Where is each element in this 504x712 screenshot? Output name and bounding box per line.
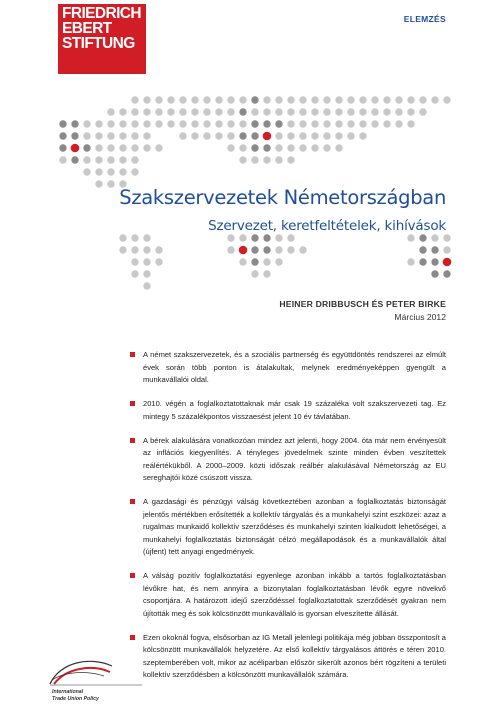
map-dot: [71, 132, 78, 139]
map-dot: [251, 258, 258, 265]
map-dot: [263, 258, 270, 265]
map-dot: [107, 108, 114, 115]
map-dot: [131, 156, 138, 163]
red-square-bullet-icon: [130, 352, 135, 357]
map-dot: [407, 96, 414, 103]
dotted-world-map: [0, 0, 504, 300]
map-dot: [275, 144, 282, 151]
map-dot: [227, 108, 234, 115]
map-dot: [443, 270, 450, 277]
map-dot: [431, 258, 438, 265]
map-dot: [263, 270, 270, 277]
map-dot: [383, 120, 390, 127]
map-dot: [287, 96, 294, 103]
map-dot: [179, 120, 186, 127]
map-dot: [215, 120, 222, 127]
map-dot: [263, 108, 270, 115]
map-dot: [95, 168, 102, 175]
map-dot: [287, 156, 294, 163]
map-dot: [131, 258, 138, 265]
map-dot: [419, 246, 426, 253]
list-item: [130, 435, 446, 485]
list-item-text: 2010. végén a foglalkoztatottaknak már csak 19 százaléka volt szakszervezeti tag. Ez mintegy 5 százalékpontos visszaesést jelent 10 év távlatában.: [143, 399, 446, 421]
map-dot: [143, 270, 150, 277]
map-dot-highlight: [71, 144, 80, 153]
red-square-bullet-icon: [130, 401, 135, 406]
map-dot: [251, 108, 258, 115]
map-dot: [431, 270, 438, 277]
map-dot: [167, 96, 174, 103]
map-dot: [323, 96, 330, 103]
map-dot: [251, 234, 258, 241]
map-dot: [335, 120, 342, 127]
map-dot: [179, 96, 186, 103]
map-dot: [143, 258, 150, 265]
map-dot: [371, 96, 378, 103]
map-dot: [167, 108, 174, 115]
map-dot: [203, 120, 210, 127]
page-subtitle: Szervezet, keretfeltételek, kihívások: [208, 218, 446, 234]
map-dot: [335, 96, 342, 103]
map-dot: [275, 234, 282, 241]
map-dot: [407, 258, 414, 265]
map-dot-highlight: [263, 132, 272, 141]
red-square-bullet-icon: [130, 635, 135, 640]
map-dot: [131, 168, 138, 175]
map-dot: [299, 96, 306, 103]
map-dot: [347, 108, 354, 115]
map-dot: [263, 120, 270, 127]
map-dot: [143, 132, 150, 139]
map-dot: [323, 132, 330, 139]
map-dot: [239, 144, 246, 151]
map-dot: [107, 156, 114, 163]
map-dot: [299, 246, 306, 253]
map-dot: [419, 234, 426, 241]
map-dot: [311, 108, 318, 115]
map-dot: [395, 96, 402, 103]
map-dot: [119, 168, 126, 175]
map-dot: [107, 180, 114, 187]
red-square-bullet-icon: [130, 499, 135, 504]
map-dot: [107, 168, 114, 175]
map-dot: [143, 282, 150, 289]
map-dot: [251, 96, 258, 103]
map-dot: [263, 144, 270, 151]
map-dot-highlight: [443, 258, 452, 267]
map-dot: [203, 108, 210, 115]
map-dot: [347, 120, 354, 127]
map-dot: [263, 156, 270, 163]
map-dot: [167, 120, 174, 127]
map-dot: [299, 132, 306, 139]
map-dot: [299, 108, 306, 115]
map-dot: [335, 144, 342, 151]
map-dot: [83, 120, 90, 127]
map-dot: [95, 144, 102, 151]
map-dot: [227, 132, 234, 139]
map-dot: [347, 132, 354, 139]
page-title: Szakszervezetek Németországban: [119, 186, 446, 209]
list-item-text: A gazdasági és pénzügyi válság következtében azonban a foglalkoztatás biztonságát jelentős mértékben erősítették a kollektív tárgyalás és a munkahelyi szint eszközei: azaz a rugalmas munkaidő kollektív szerződéses és munkahelyi szinten kialkudott lehetőségei, a munkahelyi foglalkoztatás biztonságát célzó megállapodások és a munkavállalók által (újfent) tett anyagi engedmények.: [143, 497, 446, 556]
map-dot: [275, 96, 282, 103]
summary-list: [130, 349, 446, 693]
map-dot: [407, 120, 414, 127]
map-dot: [239, 156, 246, 163]
logo-line: FRIEDRICH: [62, 5, 141, 22]
list-item: [130, 349, 446, 387]
map-dot: [155, 120, 162, 127]
map-dot: [131, 270, 138, 277]
map-dot: [275, 156, 282, 163]
map-dot: [299, 120, 306, 127]
map-dot: [155, 144, 162, 151]
map-dot: [335, 108, 342, 115]
map-dot: [107, 144, 114, 151]
map-dot: [251, 270, 258, 277]
list-item-text: Ezen okoknál fogva, elsősorban az IG Metall jelenlegi politikája még jobban összpontosít a kölcsönzött munkavállalók helyzetére. Az első kollektív tárgyalásos áttörés e téren 2010. szeptemberében volt, mikor az acéliparban először sikerült azonos bért rögzíteni a területi kollektív szerződésben a kölcsönzött munkavállalók számára.: [143, 632, 446, 679]
itup-logo: [42, 654, 152, 704]
map-dot: [275, 258, 282, 265]
map-dot: [383, 96, 390, 103]
map-dot: [131, 120, 138, 127]
map-dot: [251, 120, 258, 127]
map-dot: [203, 132, 210, 139]
map-dot: [323, 108, 330, 115]
footer-logo-line: Trade Union Policy: [52, 696, 99, 702]
map-dot: [59, 144, 66, 151]
map-dot: [383, 108, 390, 115]
map-dot: [287, 108, 294, 115]
list-item: [130, 632, 446, 682]
map-dot: [179, 108, 186, 115]
map-dot: [107, 132, 114, 139]
map-dot: [275, 132, 282, 139]
map-dot: [131, 96, 138, 103]
map-dot: [131, 234, 138, 241]
map-dot: [275, 108, 282, 115]
map-dot: [203, 96, 210, 103]
map-dot: [131, 144, 138, 151]
map-dot: [359, 120, 366, 127]
map-dot: [227, 96, 234, 103]
authors: HEINER DRIBBUSCH ÉS PETER BIRKE: [279, 299, 446, 309]
map-dot: [251, 246, 258, 253]
map-dot: [215, 108, 222, 115]
red-square-bullet-icon: [130, 438, 135, 443]
publication-date: Március 2012: [394, 312, 446, 322]
map-dot: [59, 120, 66, 127]
map-dot: [275, 246, 282, 253]
map-dot: [155, 258, 162, 265]
map-dot: [83, 156, 90, 163]
map-dot: [155, 246, 162, 253]
map-dot: [359, 96, 366, 103]
map-dot: [71, 156, 78, 163]
map-dot: [71, 120, 78, 127]
map-dot: [239, 234, 246, 241]
map-dot: [239, 96, 246, 103]
map-dot: [359, 132, 366, 139]
list-item: [130, 496, 446, 559]
map-dot: [431, 234, 438, 241]
map-dot: [431, 246, 438, 253]
map-dot: [311, 96, 318, 103]
map-dot: [395, 108, 402, 115]
map-dot: [407, 234, 414, 241]
map-dot: [59, 132, 66, 139]
map-dot: [143, 144, 150, 151]
map-dot: [395, 120, 402, 127]
map-dot: [371, 108, 378, 115]
map-dot: [275, 120, 282, 127]
logo-line: STIFTUNG: [62, 35, 135, 52]
map-dot: [83, 132, 90, 139]
map-dot: [83, 168, 90, 175]
map-dot: [431, 96, 438, 103]
list-item-text: A bérek alakulására vonatkozóan mindez azt jelenti, hogy 2004. óta már nem érvényesült az inflációs kiegyenlítés. A tényleges jövedelmek szinte minden évben veszítettek reálértékükből. A 2000–2009. közti időszak reálbér alakulásával Németország az EU sereghajtói közé csúszott vissza.: [143, 435, 446, 482]
map-dot: [215, 96, 222, 103]
map-dot: [239, 108, 246, 115]
map-dot: [191, 108, 198, 115]
map-dot: [227, 246, 234, 253]
section-label: ELEMZÉS: [403, 14, 446, 24]
map-dot: [143, 234, 150, 241]
map-dot: [311, 132, 318, 139]
map-dot: [239, 120, 246, 127]
map-dot: [143, 108, 150, 115]
map-dot: [227, 234, 234, 241]
map-dot: [95, 120, 102, 127]
map-dot: [191, 120, 198, 127]
map-dot: [143, 120, 150, 127]
map-dot: [443, 246, 450, 253]
map-dot: [95, 132, 102, 139]
map-dot: [311, 120, 318, 127]
map-dot: [131, 108, 138, 115]
map-dot: [251, 144, 258, 151]
map-dot: [263, 96, 270, 103]
map-dot: [299, 144, 306, 151]
map-dot: [419, 96, 426, 103]
map-dot: [335, 132, 342, 139]
map-dot: [155, 96, 162, 103]
map-dot: [419, 108, 426, 115]
map-dot: [287, 234, 294, 241]
map-dot: [119, 234, 126, 241]
red-square-bullet-icon: [130, 573, 135, 578]
map-dot: [59, 156, 66, 163]
logo-line: EBERT: [62, 20, 112, 37]
map-dot: [311, 144, 318, 151]
map-dot: [251, 132, 258, 139]
map-dot: [287, 132, 294, 139]
map-dot: [287, 120, 294, 127]
map-dot: [179, 132, 186, 139]
list-item: [130, 398, 446, 423]
map-dot: [143, 96, 150, 103]
map-dot: [263, 234, 270, 241]
map-dot: [119, 120, 126, 127]
map-dot: [287, 246, 294, 253]
map-dot: [443, 96, 450, 103]
map-dot: [263, 246, 270, 253]
map-dot: [323, 144, 330, 151]
map-dot: [119, 246, 126, 253]
map-dot: [227, 144, 234, 151]
map-dot: [119, 132, 126, 139]
map-dot: [347, 96, 354, 103]
map-dot: [119, 144, 126, 151]
map-dot: [215, 132, 222, 139]
map-dot: [119, 156, 126, 163]
map-dot: [131, 246, 138, 253]
footer-logo-line: International: [52, 689, 84, 695]
map-dot: [227, 120, 234, 127]
map-dot: [95, 180, 102, 187]
map-dot: [419, 258, 426, 265]
map-dot: [359, 108, 366, 115]
map-dot: [443, 234, 450, 241]
map-dot: [323, 120, 330, 127]
list-item-text: A német szakszervezetek, és a szociális partnerség és együttdöntés rendszerei az elmúlt évek során több ponton is átalakultak, melynek eredményeképpen gyengült a munkavállalói oldal.: [143, 350, 446, 384]
map-dot: [251, 156, 258, 163]
map-dot-highlight: [239, 246, 248, 255]
map-dot: [371, 120, 378, 127]
map-dot: [287, 144, 294, 151]
map-dot: [239, 132, 246, 139]
map-dot: [191, 132, 198, 139]
list-item-text: A válság pozitív foglalkoztatási egyenlege azonban inkább a tartós foglalkoztatásban lévőkre hat, és nem annyira a bizonytalan foglalkoztatásban lévők egyre növekvő csoportjára. A határozott idejű szerződéssel foglalkoztatottak szerződését gyakran nem újították meg és sok kölcsönzött munkavállaló is gyorsan elveszítette állását.: [143, 571, 446, 618]
map-dot: [95, 156, 102, 163]
map-dot: [143, 246, 150, 253]
list-item: [130, 570, 446, 620]
map-dot: [83, 144, 90, 151]
map-dot: [155, 108, 162, 115]
map-dot: [119, 108, 126, 115]
map-dot: [107, 120, 114, 127]
map-dot: [407, 108, 414, 115]
map-dot: [191, 96, 198, 103]
map-dot: [131, 132, 138, 139]
map-dot: [239, 258, 246, 265]
